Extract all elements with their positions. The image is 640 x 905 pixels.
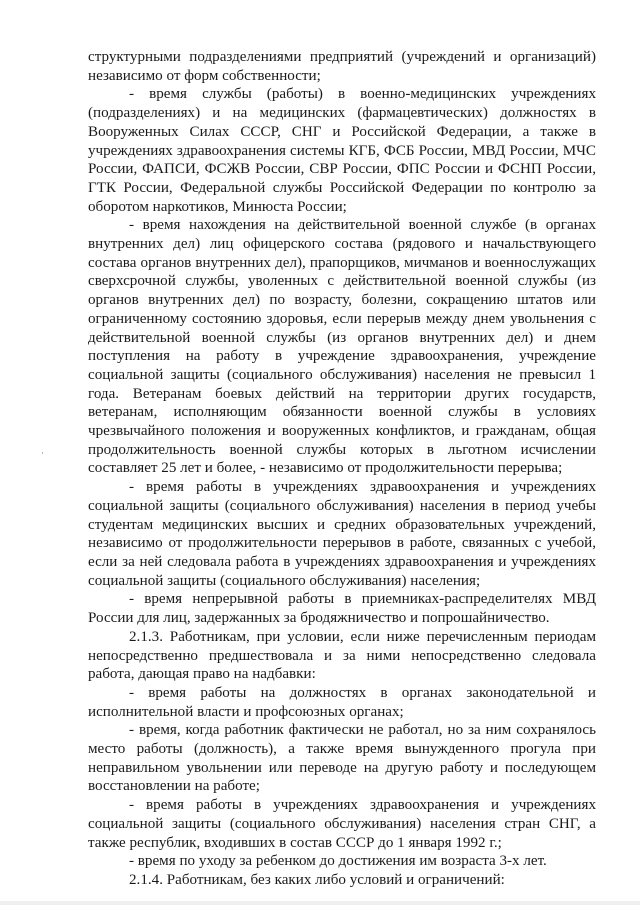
page-bottom-edge <box>0 901 640 905</box>
paragraph-7: - время работы на должностях в органах законодательной и исполнительной власти и профсоюзных органах; <box>88 684 596 720</box>
paragraph-3: - время нахождения на действительной военной службе (в органах внутренних дел) лиц офицерского состава (рядового и начальствующего состава органов внутренних дел), прапорщиков, мичманов и военнослужащих сверхсрочной службы, уволенных с действительной военной службы (из органов внутренних дел) по возрасту, болезни, сокращению штатов или ограниченному состоянию здоровья, если перерыв между днем увольнения с действительной военной службы (из органов внутренних дел) и днем поступления на работу в учреждение здравоохранения, учреждение социальной защиты (социального обслуживания) населения не превысил 1 года. Ветеранам боевых действий на территории других государств, ветеранам, исполняющим обязанности военной службы в условиях чрезвычайного положения и вооруженных конфликтов, и гражданам, общая продолжительность военной службы которых в льготном исчислении составляет 25 лет и более, - независимо от продолжительности перерыва; <box>88 217 596 477</box>
document-page <box>88 48 596 890</box>
paragraph-1: структурными подразделениями предприятий (учреждений и организаций) независимо от форм собственности; <box>88 49 596 84</box>
scan-speck <box>42 452 43 454</box>
paragraph-4: - время работы в учреждениях здравоохранения и учреждениях социальной защиты (социального обслуживания) населения в период учебы студентам медицинских высших и средних образовательных учреждений, независимо от продолжительности перерывов в работе, связанных с учебой, если за ней следовала работа в учреждениях здравоохранения и учреждениях социальной защиты (социального обслуживания) населения; <box>88 479 596 589</box>
paragraph-2: - время службы (работы) в военно-медицинских учреждениях (подразделениях) и на медицинских (фармацевтических) должностях в Вооруженных Силах СССР, СНГ и Российской Федерации, а также в учреждениях здравоохранения системы КГБ, ФСБ России, МВД России, МЧС России, ФАПСИ, ФСЖВ России, СВР России, ФПС России и ФСНП России, ГТК России, Федеральной службы Российской Федерации по контролю за оборотом наркотиков, Минюста России; <box>88 86 596 215</box>
paragraph-8: - время, когда работник фактически не работал, но за ним сохранялось место работы (должность), а также время вынужденного прогула при неправильном увольнении или переводе на другую работу и последующем восстановлении на работе; <box>88 722 596 795</box>
paragraph-6: 2.1.3. Работникам, при условии, если ниже перечисленным периодам непосредственно предшествовала и за ними непосредственно следовала работа, дающая право на надбавки: <box>88 628 596 683</box>
paragraph-11: 2.1.4. Работникам, без каких либо условий и ограничений: <box>129 871 505 888</box>
paragraph-10: - время по уходу за ребенком до достижения им возраста 3-х лет. <box>129 853 547 870</box>
paragraph-9: - время работы в учреждениях здравоохранения и учреждениях социальной защиты (социального обслуживания) населения стран СНГ, а также республик, входивших в состав СССР до 1 января 1992 г.; <box>88 797 596 851</box>
paragraph-5: - время непрерывной работы в приемниках-распределителях МВД России для лиц, задержанных за бродяжничество и попрошайничество. <box>88 591 596 627</box>
